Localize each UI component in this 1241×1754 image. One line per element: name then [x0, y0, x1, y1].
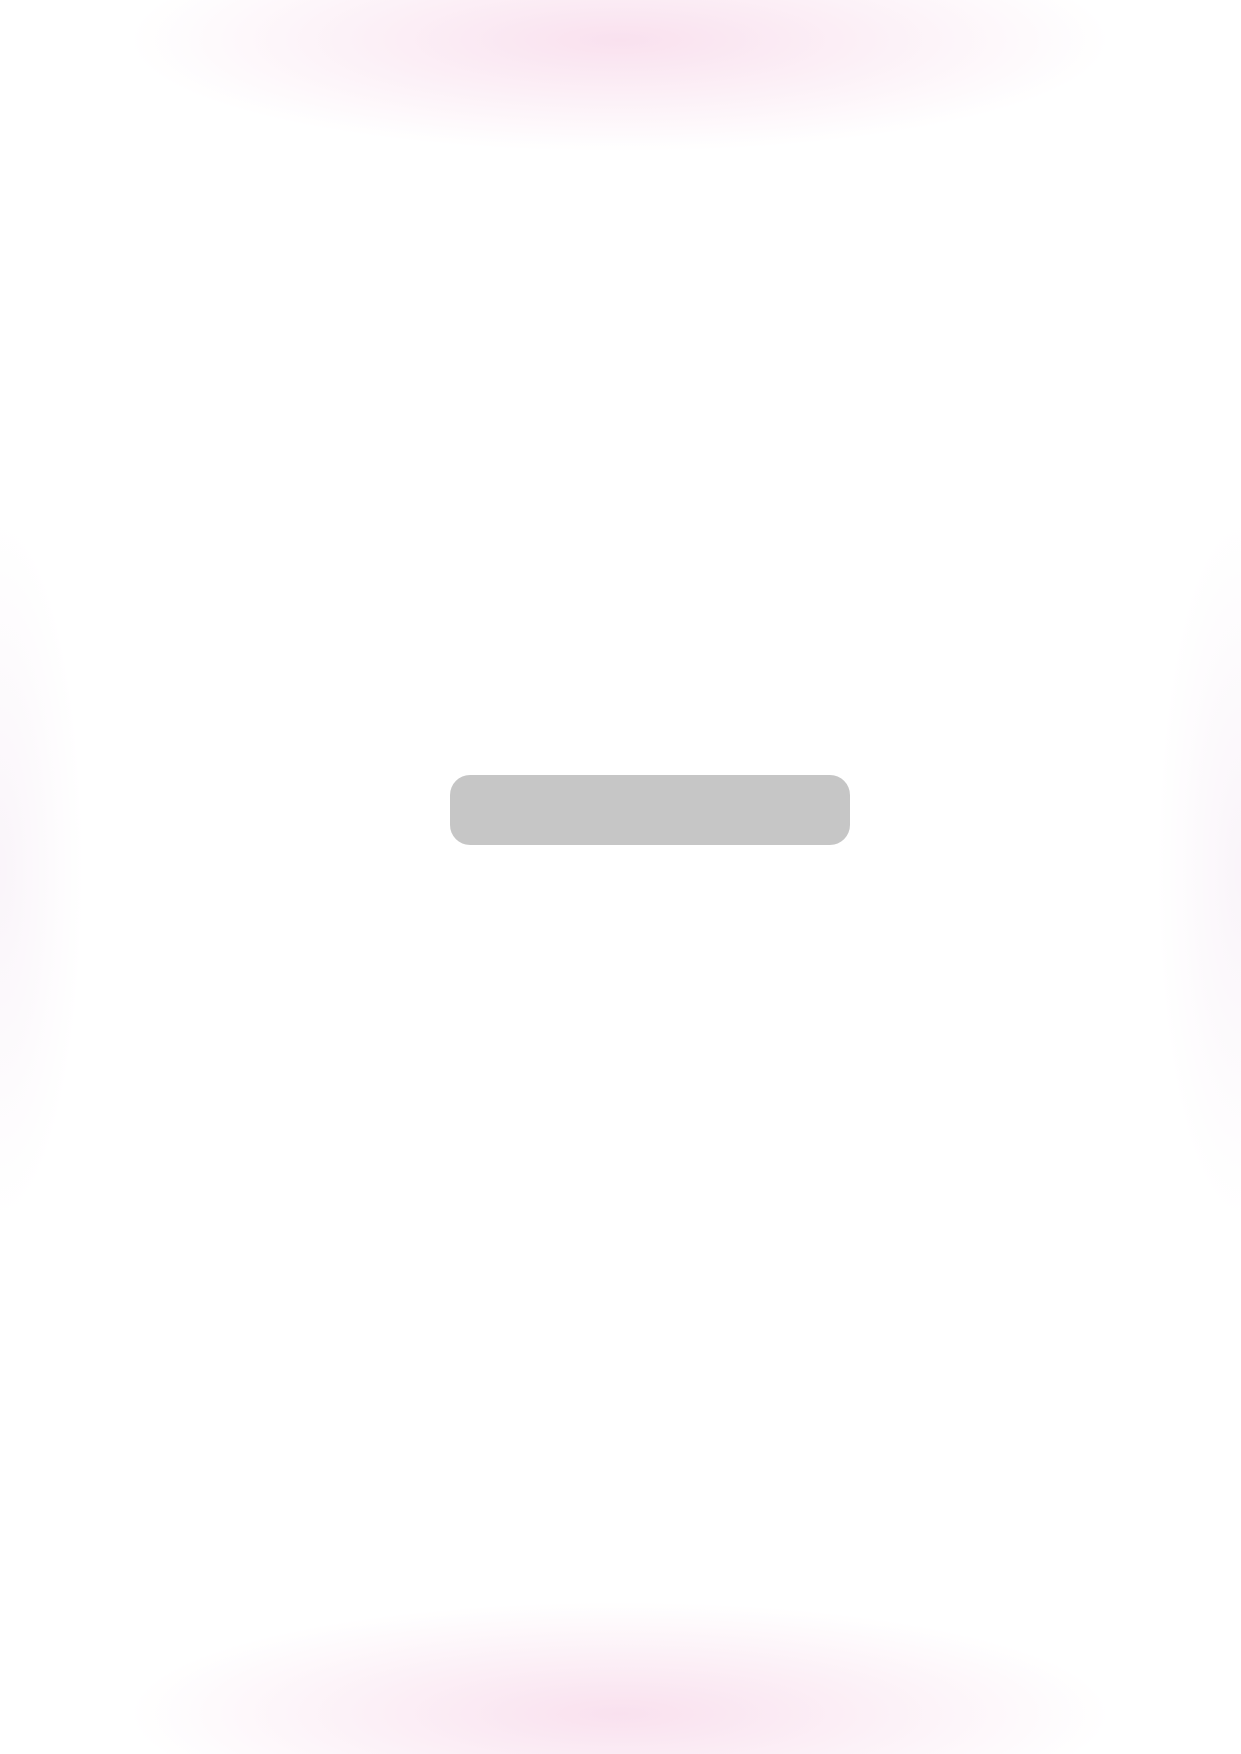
- floral-border-bottom: [0, 1644, 1241, 1754]
- floral-border-top: [0, 0, 1241, 110]
- watermark-logo: [440, 560, 860, 1010]
